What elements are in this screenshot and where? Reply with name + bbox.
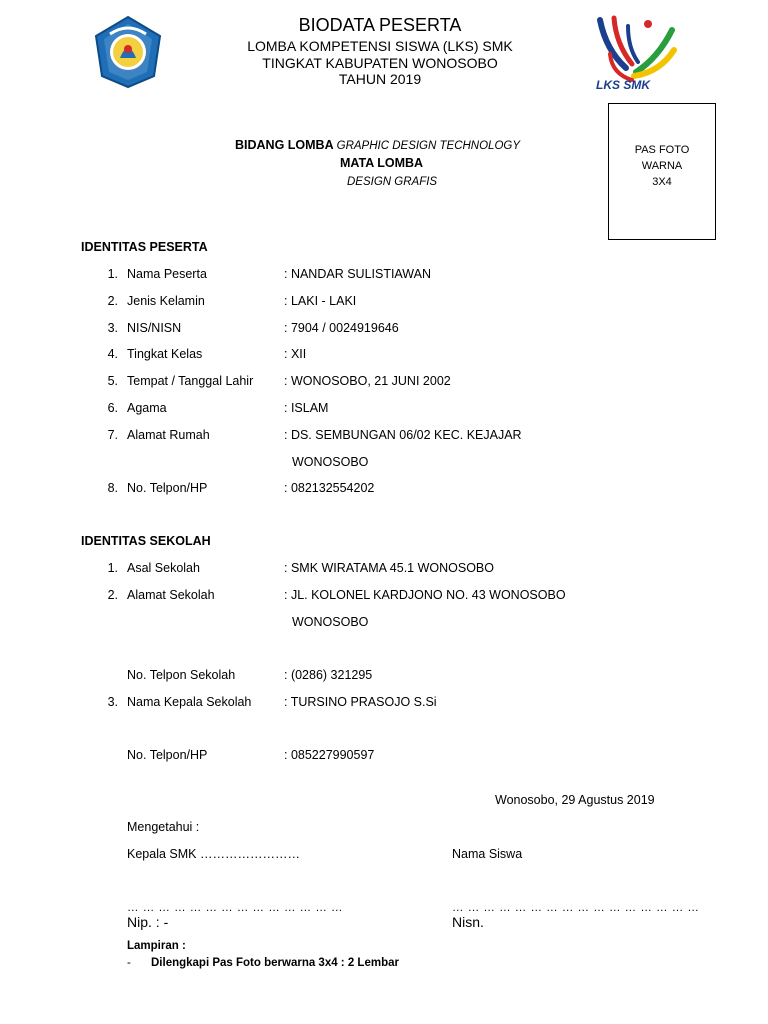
event-level: TINGKAT KABUPATEN WONOSOBO (262, 55, 498, 71)
phone-label: No. Telpon/HP (127, 481, 208, 495)
phone-value: : 082132554202 (284, 481, 375, 495)
home-address-continuation: WONOSOBO (292, 455, 369, 469)
school-address-value: : JL. KOLONEL KARDJONO NO. 43 WONOSOBO (284, 588, 566, 602)
row-number: 5. (107, 374, 118, 388)
school-phone-value: : (0286) 321295 (284, 668, 373, 682)
row-number: 2. (107, 294, 118, 308)
religion-label: Agama (127, 401, 167, 415)
school-phone-label: No. Telpon Sekolah (127, 668, 236, 682)
principal-phone-label: No. Telpon/HP (127, 748, 208, 762)
nis-nisn-value: : 7904 / 0024919646 (284, 321, 399, 335)
principal-name-label: Nama Kepala Sekolah (127, 695, 252, 709)
document-title: BIODATA PESERTA (298, 15, 462, 35)
competition-field (235, 138, 520, 152)
gender-label: Jenis Kelamin (127, 294, 205, 308)
competition-field-label: BIDANG LOMBA (235, 138, 334, 152)
row-number: 6. (107, 401, 118, 415)
acknowledged-label: Mengetahui : (127, 820, 200, 834)
principal-nip: Nip. : - (127, 914, 169, 930)
competition-field-value: GRAPHIC DESIGN TECHNOLOGY (336, 140, 521, 152)
school-address-continuation: WONOSOBO (292, 615, 369, 629)
school-name-value: : SMK WIRATAMA 45.1 WONOSOBO (284, 561, 494, 575)
lks-smk-logo (588, 10, 678, 96)
row-number: 3. (107, 695, 118, 709)
tutwuri-logo (90, 14, 166, 90)
school-name-label: Asal Sekolah (127, 561, 200, 575)
student-signature-line: … … … … … … … … … … … … … … … … (452, 902, 700, 914)
photo-box-line2: WARNA (641, 160, 683, 172)
principal-phone-value: : 085227990597 (284, 748, 375, 762)
row-number: 2. (107, 588, 118, 602)
competition-subject-label: MATA LOMBA (340, 156, 424, 170)
student-nisn: Nisn. (452, 914, 484, 930)
row-number: 7. (107, 428, 118, 442)
row-number: 4. (107, 347, 118, 361)
grade-label: Tingkat Kelas (127, 347, 203, 361)
attachment-item: Dilengkapi Pas Foto berwarna 3x4 : 2 Lembar (151, 957, 399, 969)
birth-label: Tempat / Tanggal Lahir (127, 374, 254, 388)
birth-value: : WONOSOBO, 21 JUNI 2002 (284, 374, 451, 388)
lks-smk-logo-text: LKS SMK (596, 78, 650, 92)
school-address-label: Alamat Sekolah (127, 588, 215, 602)
photo-placeholder-box (608, 103, 716, 240)
photo-box-line3: 3X4 (652, 176, 672, 188)
attachment-dash: - (127, 957, 131, 969)
participant-name-value: : NANDAR SULISTIAWAN (284, 267, 432, 281)
event-year: TAHUN 2019 (338, 71, 422, 87)
home-address-label: Alamat Rumah (127, 428, 210, 442)
competition-subject-value: DESIGN GRAFIS (347, 176, 438, 188)
event-name: LOMBA KOMPETENSI SISWA (LKS) SMK (247, 38, 513, 54)
row-number: 1. (107, 561, 118, 575)
grade-value: : XII (284, 347, 307, 361)
photo-box-line1: PAS FOTO (634, 144, 690, 156)
attachment-heading: Lampiran : (127, 940, 186, 952)
nis-nisn-label: NIS/NISN (127, 321, 182, 335)
participant-heading: IDENTITAS PESERTA (81, 240, 208, 254)
principal-signature-label: Kepala SMK …………………… (127, 847, 300, 861)
principal-signature-line: … … … … … … … … … … … … … … (127, 902, 344, 914)
gender-value: : LAKI - LAKI (284, 294, 357, 308)
home-address-value: : DS. SEMBUNGAN 06/02 KEC. KEJAJAR (284, 428, 522, 442)
religion-value: : ISLAM (284, 401, 329, 415)
place-date: Wonosobo, 29 Agustus 2019 (495, 793, 655, 807)
row-number: 1. (107, 267, 118, 281)
row-number: 8. (107, 481, 118, 495)
row-number: 3. (107, 321, 118, 335)
school-heading: IDENTITAS SEKOLAH (81, 534, 211, 548)
participant-name-label: Nama Peserta (127, 267, 207, 281)
student-signature-label: Nama Siswa (452, 847, 523, 861)
principal-name-value: : TURSINO PRASOJO S.Si (284, 695, 437, 709)
